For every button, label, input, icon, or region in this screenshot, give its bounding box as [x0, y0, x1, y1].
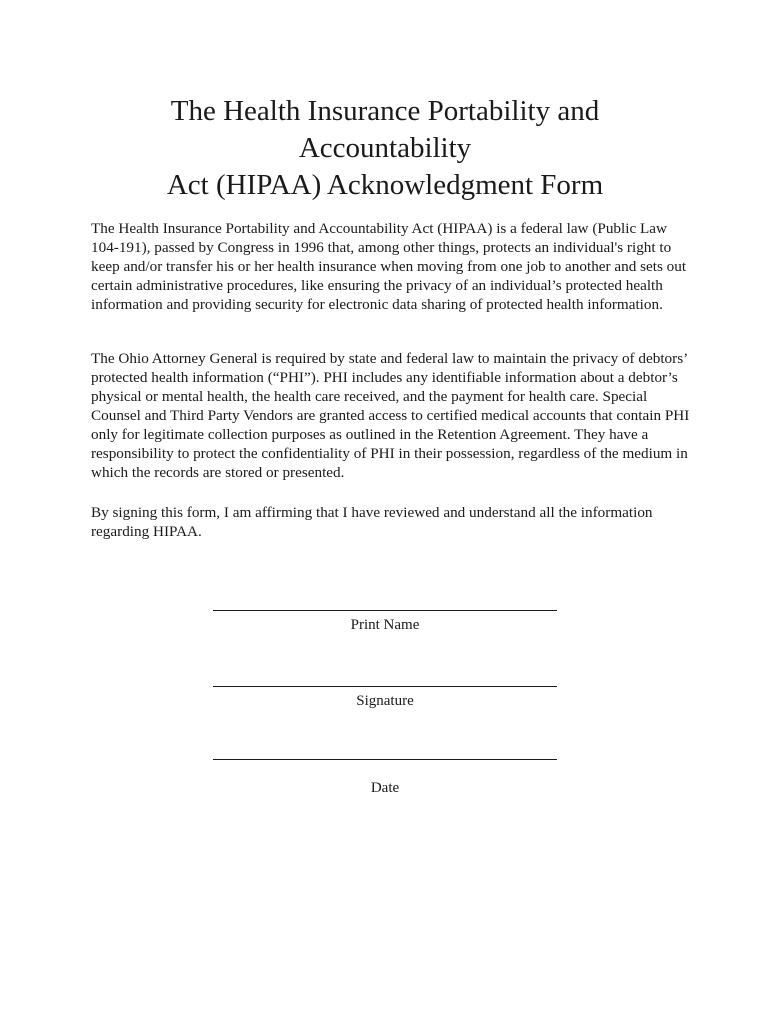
print-name-line[interactable]: [213, 610, 557, 611]
signature-field[interactable]: [213, 686, 557, 711]
paragraph-hipaa-definition: The Health Insurance Portability and Accountability Act (HIPAA) is a federal law (Public Law 104-191), passed by Congress in 1996 that, among other things, protects an individual's right to keep and/or transfer his or her health insurance when moving from one job to another and sets out certain administrative procedures, like ensuring the privacy of an individual’s protected health information and providing security for electronic data sharing of protected health information.: [91, 220, 687, 313]
paragraph-ohio-attorney-general: The Ohio Attorney General is required by state and federal law to maintain the privacy of debtors’ protected health information (“PHI”). PHI includes any identifiable information about a debtor’s physical or mental health, the health care received, and the payment for health care. Special Counsel and Third Party Vendors are granted access to certified medical accounts that contain PHI only for legitimate collection purposes as outlined in the Retention Agreement. They have a responsibility to protect the confidentiality of PHI in their possession, regardless of the medium in which the records are stored or presented.: [91, 350, 690, 481]
date-line[interactable]: [213, 759, 557, 760]
paragraph-affirmation: By signing this form, I am affirming that I have reviewed and understand all the information regarding HIPAA.: [91, 504, 653, 540]
date-field[interactable]: [213, 759, 557, 798]
signature-label: Signature: [356, 693, 414, 709]
print-name-field[interactable]: [213, 610, 557, 635]
print-name-label: Print Name: [350, 617, 420, 633]
signature-line[interactable]: [213, 686, 557, 687]
form-title-line-1: The Health Insurance Portability and: [170, 95, 600, 127]
date-label: Date: [370, 780, 400, 796]
form-title: [90, 93, 680, 204]
form-title-line-3: Act (HIPAA) Acknowledgment Form: [166, 169, 604, 201]
form-title-line-2: Accountability: [298, 132, 472, 164]
